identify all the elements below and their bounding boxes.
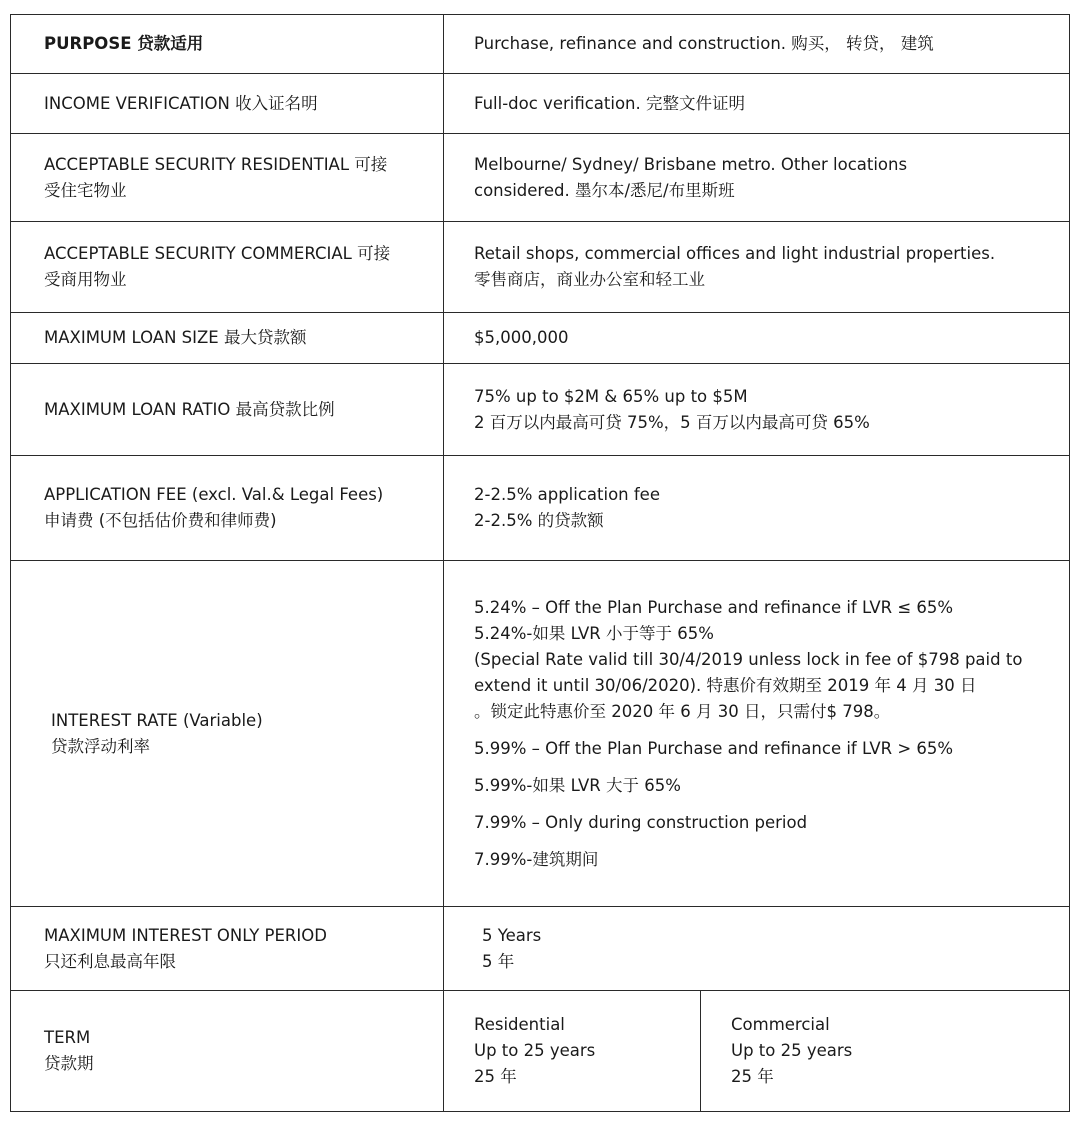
row-max-loan-ratio [11,364,1070,456]
interest-rate-label [11,561,444,907]
interest-rate-line: 5.99%-如果 LVR 大于 65% [474,775,681,795]
max-loan-size-label [11,313,444,364]
interest-rate-line: extend it until 30/06/2020). 特惠价有效期至 2019 年 4 月 30 日 [474,675,977,695]
interest-only-label-line2: 只还利息最高年限 [44,951,176,971]
max-loan-ratio-label [11,364,444,456]
max-loan-ratio-value [444,364,1070,456]
interest-rate-label-line2: 贷款浮动利率 [51,736,150,756]
term-label [11,991,444,1112]
security-residential-label-line1: ACCEPTABLE SECURITY RESIDENTIAL 可接 [44,154,388,174]
row-income-verification [11,74,1070,134]
interest-rate-line: 7.99% – Only during construction period [474,812,808,832]
loan-terms-table [10,14,1070,1112]
security-commercial-value [444,222,1070,313]
row-security-residential [11,134,1070,222]
max-loan-ratio-label-text: MAXIMUM LOAN RATIO 最高贷款比例 [44,399,335,419]
application-fee-label-line1: APPLICATION FEE (excl. Val.& Legal Fees) [44,485,384,504]
max-loan-ratio-value-line1: 75% up to $2M & 65% up to $5M [474,386,748,406]
row-interest-only-period [11,907,1070,991]
security-commercial-label [11,222,444,313]
security-residential-label-line2: 受住宅物业 [44,180,127,200]
interest-only-value [444,907,1070,991]
max-loan-size-label-text: MAXIMUM LOAN SIZE 最大贷款额 [44,328,307,347]
security-residential-value [444,134,1070,222]
security-residential-label [11,134,444,222]
interest-rate-line: (Special Rate valid till 30/4/2019 unless lock in fee of $798 paid to [474,649,1023,669]
term-residential-line1: Up to 25 years [474,1041,596,1060]
term-residential-title: Residential [474,1015,565,1034]
interest-rate-line: 。锁定此特惠价至 2020 年 6 月 30 日，只需付$ 798。 [474,701,891,721]
purpose-label [11,15,444,74]
interest-rate-line: 5.99% – Off the Plan Purchase and refinance if LVR > 65% [474,738,954,758]
interest-rate-label-line1: INTEREST RATE (Variable) [51,710,263,730]
security-residential-value-line1: Melbourne/ Sydney/ Brisbane metro. Other locations [474,154,908,174]
term-commercial [701,991,1070,1112]
interest-rate-line: 5.24%-如果 LVR 小于等于 65% [474,623,714,643]
row-max-loan-size [11,313,1070,364]
term-commercial-line2: 25 年 [731,1067,774,1086]
security-residential-value-line2: considered. 墨尔本/悉尼/布里斯班 [474,180,735,200]
interest-only-value-line2: 5 年 [482,951,515,971]
term-residential [444,991,701,1112]
application-fee-label [11,456,444,561]
max-loan-size-value-text: $5,000,000 [474,328,569,347]
security-commercial-label-line1: ACCEPTABLE SECURITY COMMERCIAL 可接 [44,244,391,263]
term-label-line1: TERM [44,1028,91,1047]
row-application-fee [11,456,1070,561]
term-commercial-title: Commercial [731,1015,830,1034]
interest-rate-line: 7.99%-建筑期间 [474,849,599,869]
interest-only-label [11,907,444,991]
application-fee-value-line2: 2-2.5% 的贷款额 [474,511,604,530]
max-loan-ratio-value-line2: 2 百万以内最高可贷 75%，5 百万以内最高可贷 65% [474,412,870,432]
row-interest-rate [11,561,1070,907]
term-residential-line2: 25 年 [474,1067,517,1086]
row-term [11,991,1070,1112]
income-value-text: Full-doc verification. 完整文件证明 [474,93,746,113]
purpose-value-text: Purchase, refinance and construction. 购买， 转贷， 建筑 [474,34,934,53]
term-commercial-line1: Up to 25 years [731,1041,853,1060]
application-fee-value [444,456,1070,561]
income-value [444,74,1070,134]
income-label-text: INCOME VERIFICATION 收入证名明 [44,93,318,113]
interest-rate-value [444,561,1070,907]
interest-only-value-line1: 5 Years [482,925,542,945]
application-fee-label-line2: 申请费 (不包括估价费和律师费) [44,511,277,530]
security-commercial-label-line2: 受商用物业 [44,270,127,289]
max-loan-size-value [444,313,1070,364]
interest-only-label-line1: MAXIMUM INTEREST ONLY PERIOD [44,925,327,945]
application-fee-value-line1: 2-2.5% application fee [474,485,660,504]
security-commercial-value-line1: Retail shops, commercial offices and light industrial properties. [474,244,996,263]
purpose-value [444,15,1070,74]
row-security-commercial [11,222,1070,313]
interest-rate-line: 5.24% – Off the Plan Purchase and refinance if LVR ≤ 65% [474,597,954,617]
purpose-label-text: PURPOSE 贷款适用 [44,34,204,53]
row-purpose [11,15,1070,74]
income-label [11,74,444,134]
term-label-line2: 贷款期 [44,1054,94,1073]
security-commercial-value-line2: 零售商店，商业办公室和轻工业 [474,270,705,289]
